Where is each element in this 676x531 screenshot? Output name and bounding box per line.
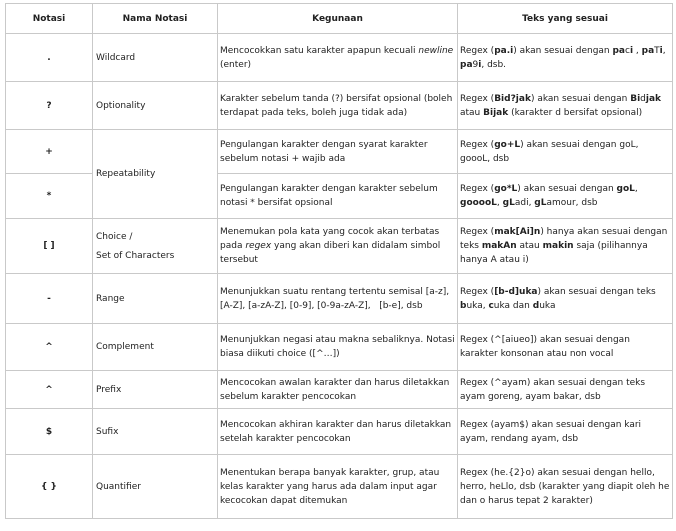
kegunaan-cell: Menunjukkan negasi atau makna sebaliknya. Notasi biasa diikuti choice ([^…]) [218,324,458,371]
table-row [6,219,673,274]
teks-cell: Regex (^ayam) akan sesuai dengan teks ayam goreng, ayam bakar, dsb [458,371,673,409]
table-row [6,274,673,324]
teks-cell: Regex (mak[Ai]n) hanya akan sesuai dengan teks makAn atau makin saja (pilihannya hanya A atau i) [458,219,673,274]
table-row [6,34,673,82]
nama-cell: Repeatability [93,130,218,219]
regex-notation-table [5,3,673,519]
kegunaan-cell: Pengulangan karakter dengan syarat karakter sebelum notasi + wajib ada [218,130,458,174]
nama-cell: Range [93,274,218,324]
nama-cell: Wildcard [93,34,218,82]
table-row [6,324,673,371]
teks-cell: Regex (he.{2}o) akan sesuai dengan hello, herro, heLlo, dsb (karakter yang diapit oleh he dan o harus tepat 2 karakter) [458,455,673,519]
kegunaan-cell: Mencocokkan satu karakter apapun kecuali newline (enter) [218,34,458,82]
notasi-cell: { } [6,455,93,519]
kegunaan-cell: Mencocokan awalan karakter dan harus diletakkan sebelum karakter pencocokan [218,371,458,409]
teks-cell: Regex (ayam$) akan sesuai dengan kari ayam, rendang ayam, dsb [458,409,673,455]
header-teks-yang-sesuai: Teks yang sesuai [458,4,673,34]
notasi-cell: [ ] [6,219,93,274]
nama-line: Set of Characters [96,250,175,261]
notasi-cell: ^ [6,371,93,409]
notasi-cell: - [6,274,93,324]
table-row [6,371,673,409]
table-row [6,455,673,519]
nama-cell: Quantifier [93,455,218,519]
nama-cell: Optionality [93,82,218,130]
header-kegunaan: Kegunaan [218,4,458,34]
notasi-cell: ? [6,82,93,130]
nama-line: Choice / [96,231,133,242]
teks-cell: Regex (go*L) akan sesuai dengan goL, gooooL, gLadi, gLamour, dsb [458,174,673,219]
notasi-cell: . [6,34,93,82]
kegunaan-cell: Menunjukkan suatu rentang tertentu semisal [a-z], [A-Z], [a-zA-Z], [0-9], [0-9a-zA-Z], [b-e], dsb [218,274,458,324]
kegunaan-cell: Menentukan berapa banyak karakter, grup, atau kelas karakter yang harus ada dalam input agar kecocokan dapat ditemukan [218,455,458,519]
table-row [6,409,673,455]
table-row [6,82,673,130]
header-notasi: Notasi [6,4,93,34]
nama-cell: Prefix [93,371,218,409]
teks-cell: Regex (^[aiueo]) akan sesuai dengan karakter konsonan atau non vocal [458,324,673,371]
teks-cell: Regex (Bid?jak) akan sesuai dengan Bidjak atau Bijak (karakter d bersifat opsional) [458,82,673,130]
teks-cell: Regex ([b-d]uka) akan sesuai dengan teks buka, cuka dan duka [458,274,673,324]
notasi-cell: * [6,174,93,219]
teks-cell: Regex (go+L) akan sesuai dengan goL, goooL, dsb [458,130,673,174]
teks-cell: Regex (pa.i) akan sesuai dengan paci , paTi, pa9i, dsb. [458,34,673,82]
notasi-cell: $ [6,409,93,455]
nama-cell [93,219,218,274]
kegunaan-cell: Pengulangan karakter dengan karakter sebelum notasi * bersifat opsional [218,174,458,219]
table-header-row [6,4,673,34]
notasi-cell: + [6,130,93,174]
nama-cell: Sufix [93,409,218,455]
kegunaan-cell: Karakter sebelum tanda (?) bersifat opsional (boleh terdapat pada teks, boleh juga tidak ada) [218,82,458,130]
kegunaan-cell: Mencocokan akhiran karakter dan harus diletakkan setelah karakter pencocokan [218,409,458,455]
kegunaan-cell: Menemukan pola kata yang cocok akan terbatas pada regex yang akan diberi kan didalam simbol tersebut [218,219,458,274]
nama-cell: Complement [93,324,218,371]
notasi-cell: ^ [6,324,93,371]
table-row [6,130,673,174]
header-nama-notasi: Nama Notasi [93,4,218,34]
